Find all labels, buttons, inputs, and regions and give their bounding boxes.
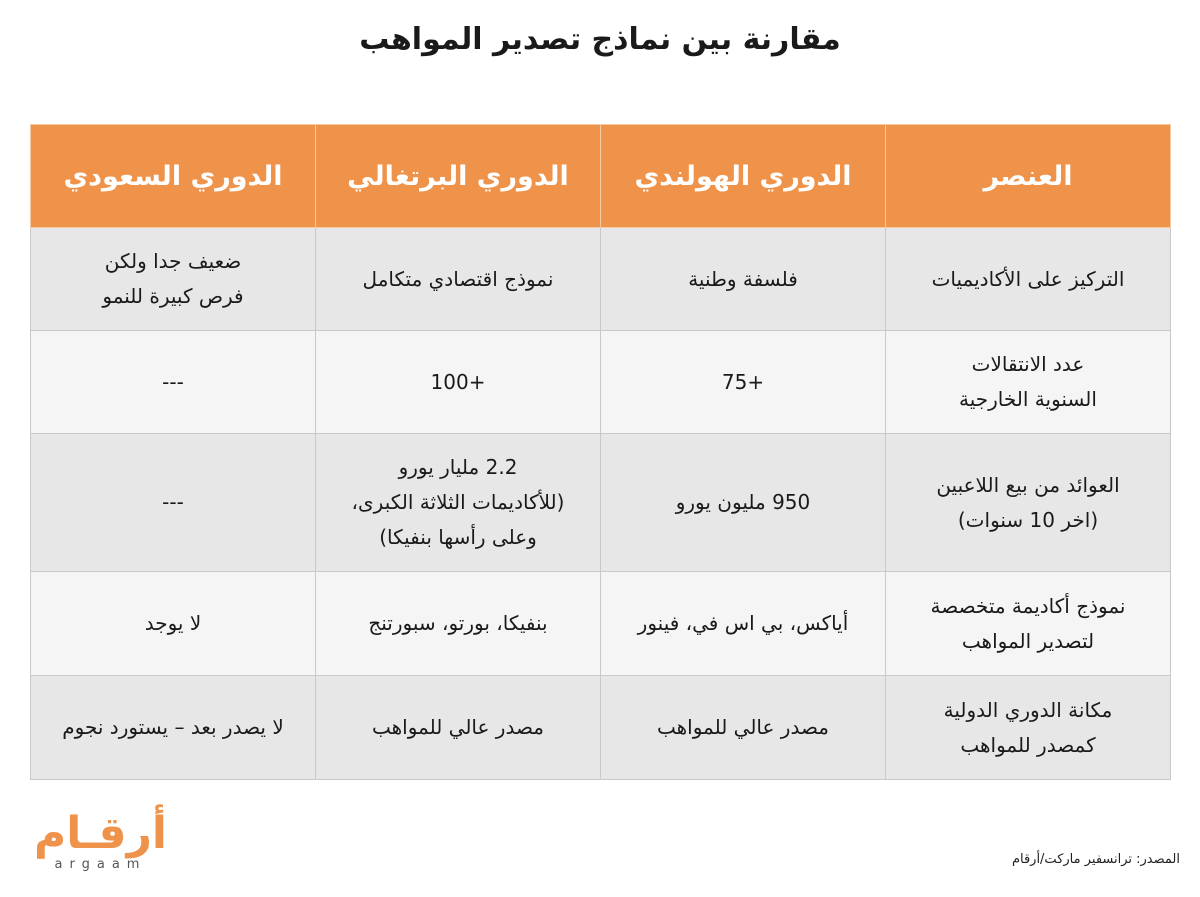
page-title: مقارنة بين نماذج تصدير المواهب (359, 22, 841, 57)
table-cell: --- (31, 434, 316, 572)
table-cell: 950 مليون يورو (601, 434, 886, 572)
table-cell: التركيز على الأكاديميات (886, 228, 1171, 331)
table-cell: مصدر عالي للمواهب (601, 676, 886, 780)
table-row (31, 572, 1171, 676)
table-cell: لا يصدر بعد – يستورد نجوم (31, 676, 316, 780)
source-note: المصدر: ترانسفير ماركت/أرقام (1011, 852, 1180, 867)
header-element: العنصر (886, 125, 1171, 228)
table-row (31, 228, 1171, 331)
table-cell: نموذج اقتصادي متكامل (316, 228, 601, 331)
argaam-logo (28, 810, 173, 880)
table-cell: مكانة الدوري الدولية كمصدر للمواهب (886, 676, 1171, 780)
table-header-row (31, 125, 1171, 228)
table-cell: 2.2 مليار يورو (للأكاديمات الثلاثة الكبرى، وعلى رأسها بنفيكا) (316, 434, 601, 572)
header-portuguese-league: الدوري البرتغالي (316, 125, 601, 228)
table-cell: +100 (316, 331, 601, 434)
logo-latin-text: argaam (54, 857, 147, 872)
table-cell: العوائد من بيع اللاعبين (اخر 10 سنوات) (886, 434, 1171, 572)
table-cell: عدد الانتقالات السنوية الخارجية (886, 331, 1171, 434)
table-cell: مصدر عالي للمواهب (316, 676, 601, 780)
logo-arabic-text: أرقـام (33, 808, 168, 859)
table-cell: أياكس، بي اس في، فينور (601, 572, 886, 676)
table-cell: --- (31, 331, 316, 434)
table-row (31, 434, 1171, 572)
table-cell: نموذج أكاديمة متخصصة لتصدير المواهب (886, 572, 1171, 676)
table-row (31, 331, 1171, 434)
table-cell: ضعيف جدا ولكن فرص كبيرة للنمو (31, 228, 316, 331)
table-cell: +75 (601, 331, 886, 434)
table-row (31, 676, 1171, 780)
table-cell: فلسفة وطنية (601, 228, 886, 331)
header-saudi-league: الدوري السعودي (31, 125, 316, 228)
table-cell: لا يوجد (31, 572, 316, 676)
table-cell: بنفيكا، بورتو، سبورتنج (316, 572, 601, 676)
header-dutch-league: الدوري الهولندي (601, 125, 886, 228)
comparison-table (30, 124, 1171, 780)
